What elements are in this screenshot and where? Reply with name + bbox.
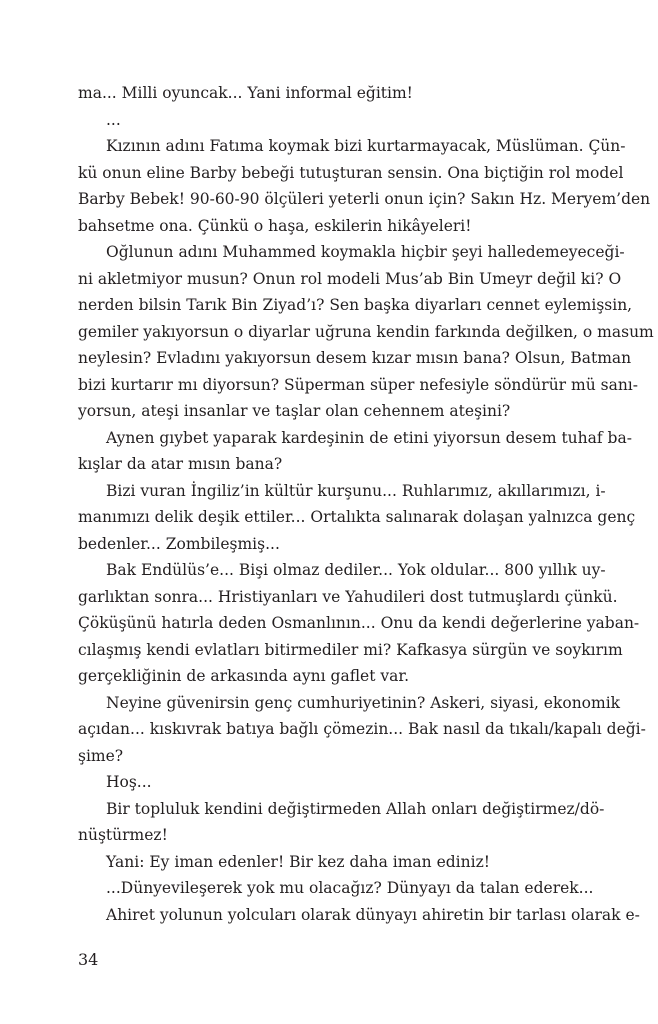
text-line: Hoş... xyxy=(106,773,152,791)
text-line: şime? xyxy=(78,746,124,765)
text-line: Bir topluluk kendini değiştirmeden Allah onları değiştirmez/dö- xyxy=(106,799,605,818)
text-line: bahsetme ona. Çünkü o haşa, eskilerin hikâyeleri! xyxy=(78,216,472,235)
text-line: kü onun eline Barby bebeği tutuşturan sensin. Ona biçtiğin rol model xyxy=(78,163,624,182)
text-line: Oğlunun adını Muhammed koymakla hiçbir şeyi halledemeyeceği- xyxy=(106,243,625,261)
text-line: bedenler... Zombileşmiş... xyxy=(78,534,280,553)
text-line: garlıktan sonra... Hristiyanları ve Yahudileri dost tutmuşlardı çünkü. xyxy=(78,587,618,606)
text-line: neylesin? Evladını yakıyorsun desem kızar mısın bana? Olsun, Batman xyxy=(78,349,632,367)
text-line: Barby Bebek! 90-60-90 ölçüleri yeterli onun için? Sakın Hz. Meryem’den xyxy=(78,190,651,208)
text-line: nüştürmez! xyxy=(78,826,168,844)
text-line: Çöküşünü hatırla deden Osmanlının... Onu da kendi değerlerine yaban- xyxy=(78,614,640,632)
text-line: bizi kurtarır mı diyorsun? Süperman süper nefesiyle söndürür mü sanı- xyxy=(78,375,638,394)
text-line: ...Dünyevileşerek yok mu olacağız? Dünyayı da talan ederek... xyxy=(106,879,594,897)
text-line: Neyine güvenirsin genç cumhuriyetinin? Askeri, siyasi, ekonomik xyxy=(106,693,621,712)
page-number: 34 xyxy=(78,950,99,969)
text-line: ni akletmiyor musun? Onun rol modeli Mus’ab Bin Umeyr değil ki? O xyxy=(78,269,622,288)
text-line: gerçekliğinin de arkasında aynı gaflet var. xyxy=(78,667,410,685)
text-line: cılaşmış kendi evlatları bitirmediler mi? Kafkasya sürgün ve soykırım xyxy=(78,640,623,659)
text-line: Bizi vuran İngiliz’in kültür kurşunu... Ruhlarımız, akıllarımızı, i- xyxy=(106,481,606,500)
text-line: Yani: Ey iman edenler! Bir kez daha iman ediniz! xyxy=(106,852,490,871)
text-line: yorsun, ateşi insanlar ve taşlar olan cehennem ateşini? xyxy=(78,402,511,420)
text-line: nerden bilsin Tarık Bin Ziyad’ı? Sen başka diyarları cennet eylemişsin, xyxy=(78,296,633,314)
text-line: ... xyxy=(106,110,121,129)
text-line: Bak Endülüs’e... Bişi olmaz dediler... Yok oldular... 800 yıllık uy- xyxy=(106,561,606,579)
text-line: ma... Milli oyuncak... Yani informal eğitim! xyxy=(78,84,413,102)
text-line: Ahiret yolunun yolcuları olarak dünyayı ahiretin bir tarlası olarak e- xyxy=(106,905,640,924)
text-line: gemiler yakıyorsun o diyarlar uğruna kendin farkında değilken, o masum xyxy=(78,322,654,341)
text-line: kışlar da atar mısın bana? xyxy=(78,455,283,473)
text-line: Kızının adını Fatıma koymak bizi kurtarmayacak, Müslüman. Çün- xyxy=(106,137,626,155)
text-line: Aynen gıybet yaparak kardeşinin de etini yiyorsun desem tuhaf ba- xyxy=(106,428,632,447)
text-line: açıdan... kıskıvrak batıya bağlı çömezin... Bak nasıl da tıkalı/kapalı deği- xyxy=(78,720,646,738)
text-line: manımızı delik deşik ettiler... Ortalıkta salınarak dolaşan yalnızca genç xyxy=(78,508,636,526)
body-text xyxy=(78,80,654,928)
